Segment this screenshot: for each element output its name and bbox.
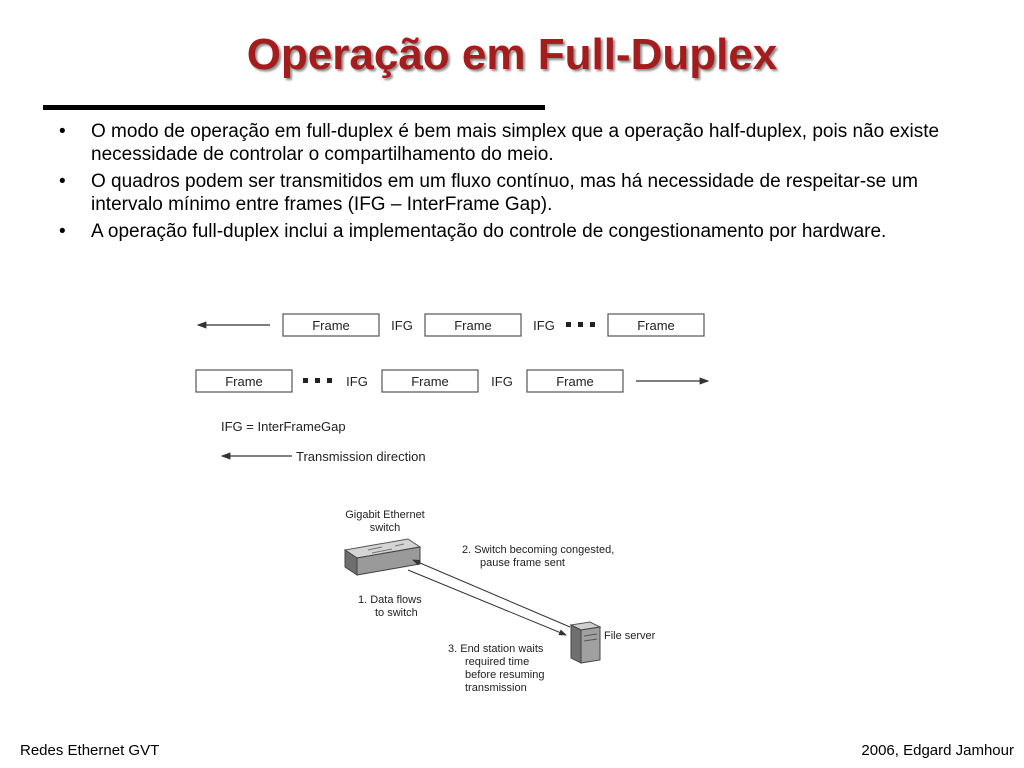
switch-icon [345, 539, 420, 575]
ellipsis-squares [566, 322, 595, 327]
ifg-label: IFG [346, 374, 368, 389]
frame-label: Frame [454, 318, 492, 333]
step-2-label: pause frame sent [480, 557, 565, 569]
file-server-icon [571, 622, 600, 663]
bullet-text: O quadros podem ser transmitidos em um fluxo contínuo, mas há necessidade de respeitar-se um intervalo mínimo entre frames (IFG – InterFrame Gap). [91, 171, 918, 215]
direction-legend: Transmission direction [296, 449, 426, 464]
ifg-legend: IFG = InterFrameGap [221, 419, 346, 434]
slide-title: Operação em Full-Duplex [246, 30, 778, 79]
ellipsis-squares [303, 378, 332, 383]
switch-label: Gigabit Ethernet [345, 509, 425, 521]
bullet-symbol: • [59, 171, 66, 192]
frame-row-bottom [196, 370, 708, 392]
bullet-symbol: • [59, 221, 66, 242]
step-3-label: transmission [465, 682, 527, 694]
frame-label: Frame [637, 318, 675, 333]
frame-label: Frame [411, 374, 449, 389]
switch-label: switch [369, 522, 401, 534]
data-flow-arrow [413, 560, 570, 627]
step-3-label: 3. End station waits [448, 643, 544, 655]
step-1-label: 1. Data flows [358, 594, 422, 606]
footer-author: 2006, Edgard Jamhour [861, 742, 1014, 759]
pause-frame-arrow [408, 570, 566, 635]
step-2-label: 2. Switch becoming congested, [462, 544, 615, 556]
frame-row-top [198, 314, 704, 336]
ifg-label: IFG [533, 318, 555, 333]
bullet-text: A operação full-duplex inclui a implementação do controle de congestionamento por hardware. [91, 221, 887, 242]
step-3-label: required time [465, 656, 530, 668]
ifg-label: IFG [491, 374, 513, 389]
step-3-label: before resuming [465, 669, 545, 681]
frame-label: Frame [556, 374, 594, 389]
frame-label: Frame [312, 318, 350, 333]
frame-label: Frame [225, 374, 263, 389]
footer-course: Redes Ethernet GVT [20, 742, 160, 759]
bullet-text: O modo de operação em full-duplex é bem mais simplex que a operação half-duplex, pois não existe necessidade de controlar o compartilhamento do meio. [91, 121, 940, 165]
file-server-label: File server [604, 630, 656, 642]
bullet-symbol: • [59, 121, 66, 142]
step-1-label: to switch [375, 607, 418, 619]
switch-diagram [345, 509, 656, 694]
ifg-label: IFG [391, 318, 413, 333]
